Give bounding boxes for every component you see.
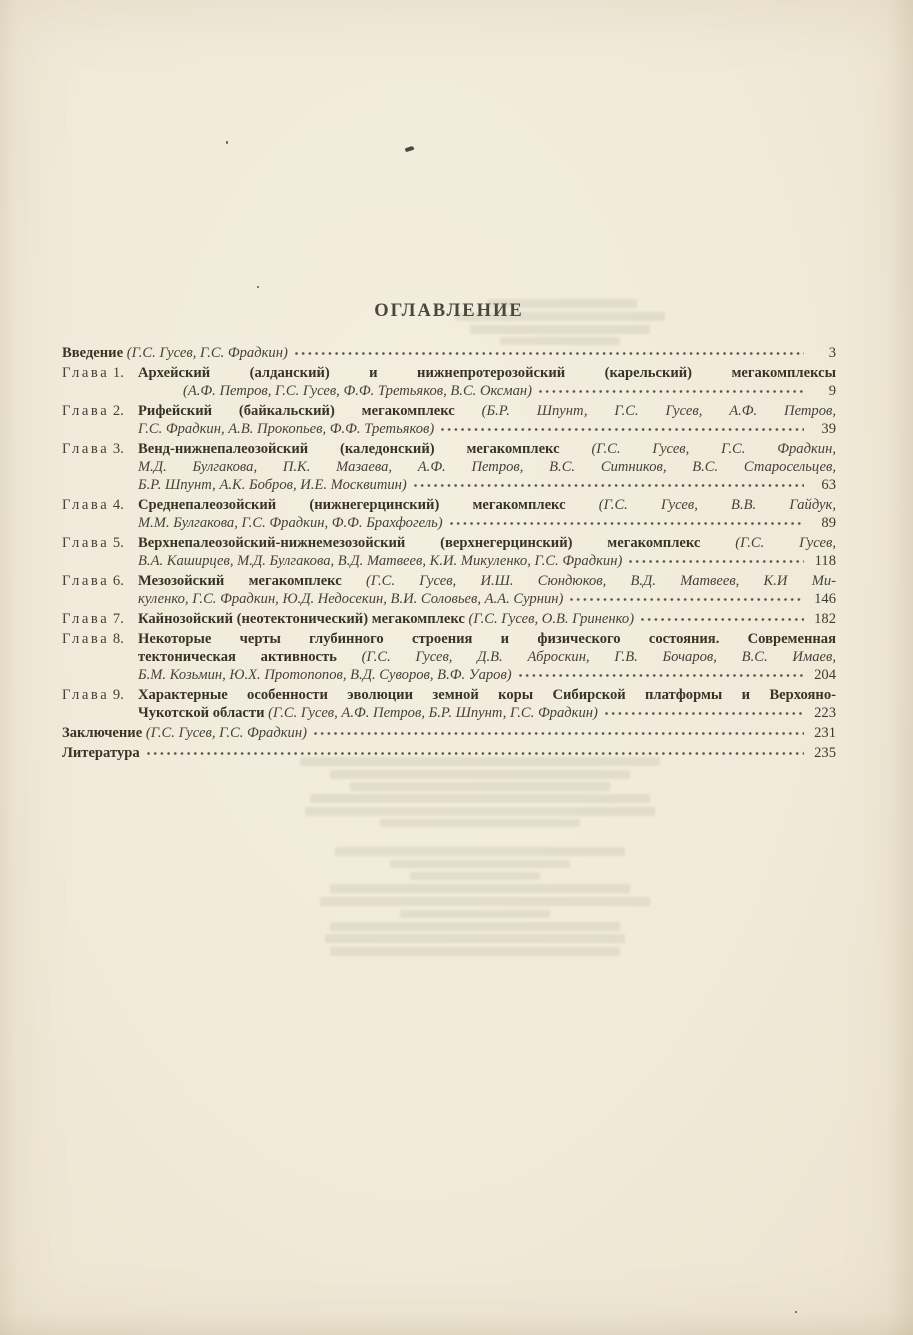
bleed-line	[410, 872, 540, 880]
toc-text: куленко, Г.С. Фрадкин, Ю.Д. Недосекин, В.И. Соловьев, А.А. Сурнин)	[138, 591, 564, 607]
page-number: 89	[821, 515, 836, 531]
toc-line	[138, 610, 836, 628]
toc-text: Рифейский (байкальский) мегакомплекс	[138, 403, 482, 419]
page-number: 223	[814, 705, 836, 721]
toc-text: (Г.С. Гусев, А.Ф. Петров, Б.Р. Шпунт, Г.С. Фрадкин)	[268, 705, 598, 721]
bleed-line	[330, 770, 630, 779]
dot-leader	[450, 515, 804, 527]
bleed-line	[305, 807, 655, 816]
toc-text: Некоторые черты глубинного строения и физического состояния. Современная	[138, 631, 836, 647]
ink-speck	[795, 1311, 797, 1313]
page-number: 3	[828, 345, 836, 361]
dot-leader	[605, 705, 804, 717]
page-number: 63	[821, 477, 836, 493]
ink-speck	[226, 141, 228, 144]
chapter-label: Глава 1.	[62, 365, 124, 381]
dot-leader	[414, 477, 804, 489]
toc-entry	[62, 402, 836, 438]
dot-leader	[539, 383, 804, 395]
page-number: 118	[814, 553, 836, 569]
toc-entry	[62, 496, 836, 532]
toc-text: тектоническая активность	[138, 649, 362, 665]
toc-line	[138, 514, 836, 532]
paper-crease	[600, 120, 855, 175]
toc-text: Среднепалеозойский (нижнегерцинский) мегакомплекс	[138, 497, 599, 513]
toc-text: (Г.С. Гусев, И.Ш. Сюндюков, В.Д. Матвеев, К.И Ми-	[365, 573, 837, 589]
dot-leader	[519, 667, 804, 679]
chapter-label: Глава 3.	[62, 441, 124, 457]
toc-text: В.А. Каширцев, М.Д. Булгакова, В.Д. Матвеев, К.И. Микуленко, Г.С. Фрадкин)	[138, 553, 623, 569]
toc-line	[138, 666, 836, 684]
page-number: 9	[828, 383, 836, 399]
toc-entry	[62, 364, 836, 400]
toc-text: Кайнозойский (неотектонический) мегакомплекс	[138, 611, 469, 627]
dot-leader	[641, 611, 804, 623]
dot-leader	[570, 591, 804, 603]
page-number: 146	[814, 591, 836, 607]
bleed-line	[330, 947, 620, 956]
toc-line	[138, 440, 836, 458]
bleed-line	[320, 897, 650, 906]
toc-line	[138, 552, 836, 570]
toc-text: Венд-нижнепалеозойский (каледонский) мегакомплекс	[138, 441, 592, 457]
toc-entry	[62, 686, 836, 722]
toc-text: (А.Ф. Петров, Г.С. Гусев, Ф.Ф. Третьяков, В.С. Оксман)	[183, 383, 532, 399]
toc-line	[138, 458, 836, 476]
toc-entry	[62, 610, 836, 628]
toc-line	[138, 648, 836, 666]
dot-leader	[295, 345, 804, 357]
bleed-line	[310, 794, 650, 803]
bleed-line	[325, 934, 625, 943]
toc-entry	[62, 344, 836, 362]
chapter-label: Глава 5.	[62, 535, 124, 551]
bleed-line	[400, 910, 550, 918]
page-title: ОГЛАВЛЕНИЕ	[374, 301, 524, 321]
bleed-line	[350, 782, 610, 791]
toc-text: (Г.С. Гусев, Д.В. Аброскин, Г.В. Бочаров, В.С. Имаев,	[361, 649, 836, 665]
toc-entry	[62, 440, 836, 494]
paper-edge-shade-bottom	[0, 1313, 913, 1335]
toc-line	[138, 590, 836, 608]
ink-speck	[257, 286, 259, 288]
toc-text: (Б.Р. Шпунт, Г.С. Гусев, А.Ф. Петров,	[481, 403, 836, 419]
dot-leader	[629, 553, 804, 565]
toc-line	[138, 572, 836, 590]
toc-text: Введение	[62, 345, 127, 361]
toc-entry	[62, 534, 836, 570]
toc-text: Характерные особенности эволюции земной коры Сибирской платформы и Верхояно-	[138, 687, 836, 703]
toc-text: (Г.С. Гусев, В.В. Гайдук,	[598, 497, 836, 513]
toc-line	[138, 630, 836, 648]
page-number: 231	[814, 725, 836, 741]
chapter-label: Глава 6.	[62, 573, 124, 589]
toc-text: Б.М. Козьмин, Ю.Х. Протопопов, В.Д. Суворов, В.Ф. Уаров)	[138, 667, 512, 683]
paper-crease	[370, 4, 540, 111]
toc-line	[62, 744, 836, 762]
toc-text: М.М. Булгакова, Г.С. Фрадкин, Ф.Ф. Брахфогель)	[138, 515, 443, 531]
toc-text: Г.С. Фрадкин, А.В. Прокопьев, Ф.Ф. Третьяков)	[138, 421, 435, 437]
toc-list	[62, 344, 836, 762]
toc-text: Верхнепалеозойский-нижнемезозойский (верхнегерцинский) мегакомплекс	[138, 535, 736, 551]
toc-line	[138, 476, 836, 494]
dot-leader	[441, 421, 804, 433]
toc-line	[138, 420, 836, 438]
toc-text: Мезозойский мегакомплекс	[138, 573, 366, 589]
toc-text: (Г.С. Гусев,	[735, 535, 837, 551]
toc-text: Чукотской области	[138, 705, 269, 721]
paper-edge-shade-left	[0, 0, 16, 1335]
dot-leader	[147, 745, 804, 757]
toc-line	[138, 534, 836, 552]
toc-entry	[62, 744, 836, 762]
toc-text: (Г.С. Гусев, О.В. Гриненко)	[468, 611, 635, 627]
toc-text: (Г.С. Гусев, Г.С. Фрадкин,	[591, 441, 836, 457]
bleed-line	[335, 847, 625, 856]
toc-line	[62, 344, 836, 362]
toc-entry	[62, 572, 836, 608]
toc-text: М.Д. Булгакова, П.К. Мазаева, А.Ф. Петров, В.С. Ситников, В.С. Старосельцев,	[138, 459, 836, 475]
dot-leader	[314, 725, 804, 737]
toc-line	[138, 402, 836, 420]
page-number: 182	[814, 611, 836, 627]
toc-line	[138, 686, 836, 704]
chapter-label: Глава 2.	[62, 403, 124, 419]
chapter-label: Глава 4.	[62, 497, 124, 513]
bleed-line	[330, 884, 630, 893]
page-number: 204	[814, 667, 836, 683]
toc-text: (Г.С. Гусев, Г.С. Фрадкин)	[126, 345, 288, 361]
toc-line	[138, 496, 836, 514]
toc-entry	[62, 724, 836, 742]
paper-edge-shade-right	[887, 0, 913, 1335]
toc-text: Литература	[62, 745, 140, 761]
page-number: 235	[814, 745, 836, 761]
bleed-line	[470, 325, 650, 334]
chapter-label: Глава 8.	[62, 631, 124, 647]
bleed-line	[380, 819, 580, 827]
paper-crease	[480, 1060, 777, 1103]
toc-text: (Г.С. Гусев, Г.С. Фрадкин)	[145, 725, 307, 741]
ink-mark	[405, 146, 415, 152]
toc-line	[138, 364, 836, 382]
toc-line	[138, 704, 836, 722]
chapter-label: Глава 7.	[62, 611, 124, 627]
bleed-line	[330, 922, 620, 931]
toc-text: Б.Р. Шпунт, А.К. Бобров, И.Е. Москвитин)	[138, 477, 407, 493]
paper-crease	[30, 1150, 253, 1241]
toc-line	[62, 724, 836, 742]
page-number: 39	[821, 421, 836, 437]
bleed-line	[390, 860, 570, 868]
chapter-label: Глава 9.	[62, 687, 124, 703]
toc-text: Заключение	[62, 725, 146, 741]
toc-text: Архейский (алданский) и нижнепротерозойский (карельский) мегакомплексы	[138, 365, 836, 381]
toc-line	[138, 382, 836, 400]
toc-entry	[62, 630, 836, 684]
